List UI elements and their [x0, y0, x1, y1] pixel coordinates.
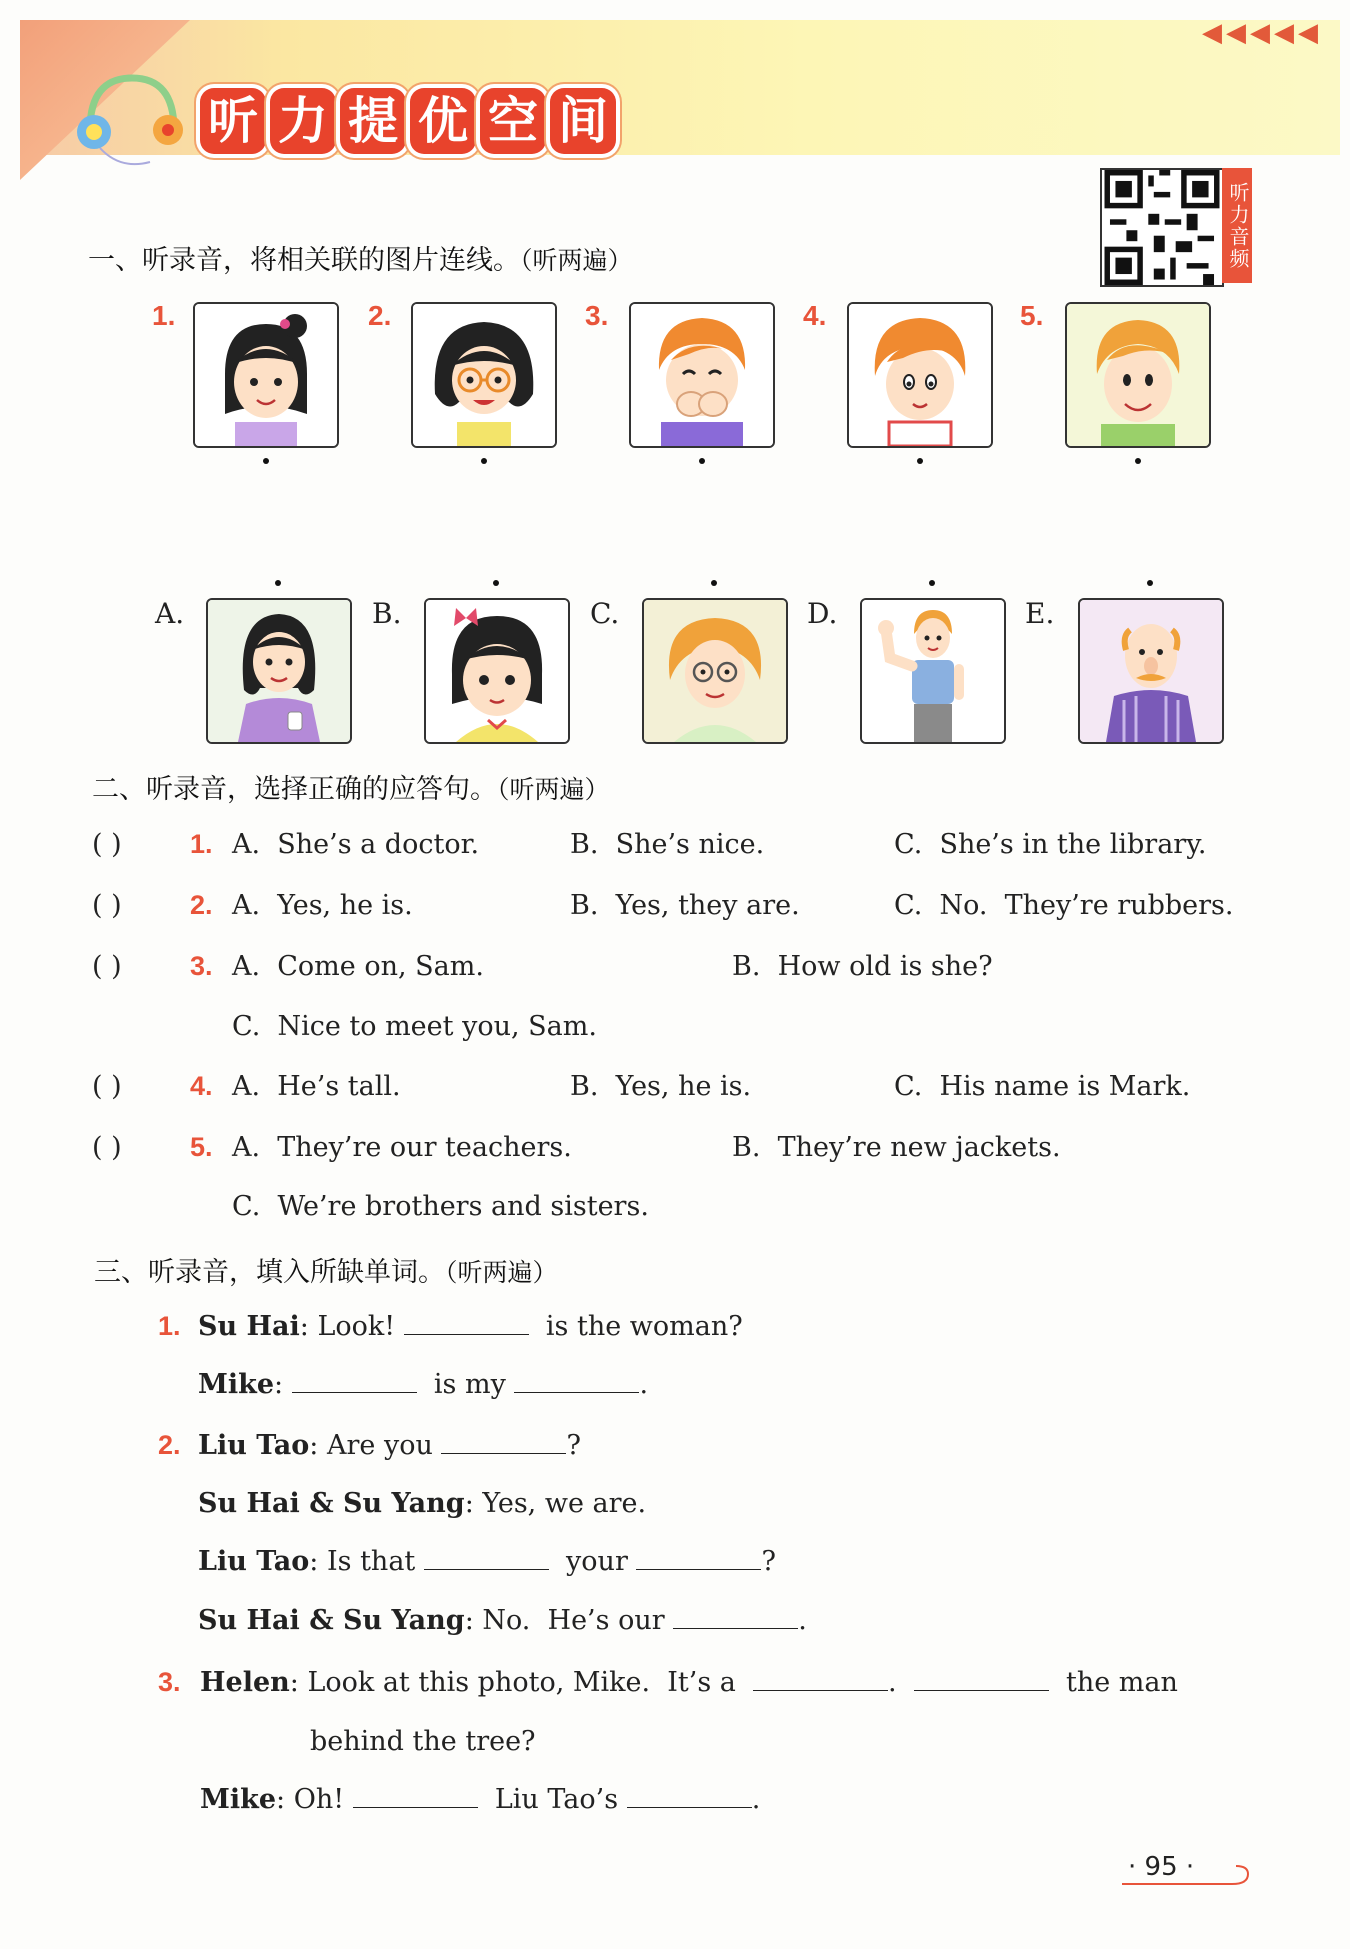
girl-ponytail-icon [193, 302, 339, 448]
dialogue-text: : No. He’s our [464, 1605, 665, 1636]
match-dot[interactable] [275, 580, 281, 586]
option-c: C. No. They’re rubbers. [894, 890, 1234, 921]
dialogue-text: your [566, 1546, 628, 1577]
section3-heading-text: 三、听录音，填入所缺单词。 [94, 1257, 445, 1288]
dialogue-text: : Look at this photo, Mike. It’s a [289, 1667, 736, 1698]
fill-blank[interactable] [753, 1668, 888, 1691]
answer-blank[interactable]: ( ) [92, 829, 122, 860]
match-number: 2. [368, 300, 392, 331]
speaker: Liu Tao [198, 1430, 310, 1461]
option-b: B. Yes, he is. [570, 1071, 752, 1102]
dialogue-text: : Look! [299, 1311, 396, 1342]
match-number: 3. [585, 300, 609, 331]
fill-blank[interactable] [627, 1785, 752, 1808]
match-number: 4. [803, 300, 827, 331]
section1-heading [88, 238, 633, 277]
match-dot[interactable] [493, 580, 499, 586]
speaker: Liu Tao [198, 1546, 310, 1577]
dialogue-line [198, 1430, 581, 1461]
option-c: C. Nice to meet you, Sam. [232, 1011, 597, 1042]
dialogue-text: Liu Tao’s [494, 1784, 619, 1815]
match-letter: D. [807, 597, 838, 630]
question-number: 5. [190, 1132, 213, 1162]
qr-code-icon[interactable] [1100, 168, 1224, 287]
section3-note: （听两遍） [445, 1258, 558, 1287]
title-char: 空 [480, 88, 546, 154]
dialogue-text: is my [433, 1369, 506, 1400]
match-dot[interactable] [1147, 580, 1153, 586]
match-letter: C. [590, 597, 620, 630]
dialogue-text: : Yes, we are. [464, 1488, 647, 1519]
dialogue-text: ? [566, 1430, 581, 1461]
dialogue-text: . [888, 1667, 897, 1698]
match-letter: B. [372, 597, 402, 630]
girl-glasses-icon [411, 302, 557, 448]
option-b: B. They’re new jackets. [732, 1132, 1061, 1163]
dialogue-text: : [274, 1369, 284, 1400]
fill-blank[interactable] [353, 1785, 478, 1808]
dialogue-line [200, 1667, 1178, 1698]
speaker: Mike [198, 1369, 275, 1400]
option-a: A. She’s a doctor. [232, 829, 480, 860]
match-letter: A. [155, 597, 185, 630]
match-letter: E. [1025, 597, 1055, 630]
old-man-bald-icon [1078, 598, 1224, 744]
section2-heading-text: 二、听录音，选择正确的应答句。 [92, 774, 497, 805]
girl-bow-icon [424, 598, 570, 744]
dialogue-number: 1. [158, 1311, 181, 1341]
fill-blank[interactable] [441, 1431, 566, 1454]
dialogue-line [198, 1369, 648, 1400]
page-number: · 95 · [1128, 1852, 1195, 1882]
dialogue-line [198, 1546, 776, 1577]
match-dot[interactable] [929, 580, 935, 586]
title-char: 力 [270, 88, 336, 154]
dialogue-text: the man [1065, 1667, 1178, 1698]
arrow-decoration-icon: ◀◀◀◀◀ [1202, 18, 1322, 48]
title-char: 优 [410, 88, 476, 154]
title-char: 间 [550, 88, 616, 154]
dialogue-text: . [798, 1605, 807, 1636]
section3-heading [94, 1250, 558, 1289]
match-dot[interactable] [481, 458, 487, 464]
section2-heading [92, 767, 610, 806]
fill-blank[interactable] [673, 1606, 798, 1629]
question-number: 4. [190, 1071, 213, 1101]
boy-smiling-icon [1065, 302, 1211, 448]
match-dot[interactable] [263, 458, 269, 464]
option-c: C. His name is Mark. [894, 1071, 1191, 1102]
fill-blank[interactable] [404, 1312, 529, 1335]
question-number: 3. [190, 951, 213, 981]
option-b: B. How old is she? [732, 951, 993, 982]
dialogue-text: ? [761, 1546, 776, 1577]
option-a: A. They’re our teachers. [232, 1132, 572, 1163]
match-number: 1. [152, 300, 176, 331]
match-dot[interactable] [711, 580, 717, 586]
headphone-icon [70, 70, 190, 180]
speaker: Su Hai [198, 1311, 300, 1342]
dialogue-line [200, 1784, 760, 1815]
answer-blank[interactable]: ( ) [92, 951, 122, 982]
man-flexing-icon [860, 598, 1006, 744]
speaker: Helen [200, 1667, 290, 1698]
dialogue-line [198, 1605, 807, 1636]
title-char: 听 [200, 88, 266, 154]
option-c: C. We’re brothers and sisters. [232, 1191, 649, 1222]
section1-heading-text: 一、听录音，将相关联的图片连线。 [88, 245, 520, 276]
speaker: Mike [200, 1784, 277, 1815]
option-a: A. Come on, Sam. [232, 951, 484, 982]
dialogue-text: . [639, 1369, 649, 1400]
page-swoosh-icon [1120, 1858, 1255, 1888]
woman-dark-hair-icon [206, 598, 352, 744]
option-a: A. He’s tall. [232, 1071, 401, 1102]
match-dot[interactable] [1135, 458, 1141, 464]
fill-blank[interactable] [914, 1668, 1049, 1691]
dialogue-line [198, 1488, 646, 1519]
option-b: B. Yes, they are. [570, 890, 800, 921]
section2-note: （听两遍） [497, 775, 610, 804]
match-dot[interactable] [699, 458, 705, 464]
answer-blank[interactable]: ( ) [92, 1071, 122, 1102]
fill-blank[interactable] [636, 1547, 761, 1570]
boy-laughing-icon [629, 302, 775, 448]
fill-blank[interactable] [514, 1370, 639, 1393]
dialogue-text: : Oh! [276, 1784, 345, 1815]
dialogue-text: . [751, 1784, 761, 1815]
speaker: Su Hai & Su Yang [198, 1488, 465, 1519]
section-title [200, 88, 616, 154]
dialogue-text: : Is that [309, 1546, 416, 1577]
option-b: B. She’s nice. [570, 829, 765, 860]
dialogue-text: : Are you [309, 1430, 433, 1461]
qr-label: 听力音频 [1222, 168, 1252, 283]
dialogue-number: 2. [158, 1430, 181, 1460]
old-woman-glasses-icon [642, 598, 788, 744]
option-c: C. She’s in the library. [894, 829, 1207, 860]
answer-blank[interactable]: ( ) [92, 1132, 122, 1163]
speaker: Su Hai & Su Yang [198, 1605, 465, 1636]
question-number: 1. [190, 829, 213, 859]
title-char: 提 [340, 88, 406, 154]
match-number: 5. [1020, 300, 1044, 331]
question-number: 2. [190, 890, 213, 920]
fill-blank[interactable] [292, 1370, 417, 1393]
fill-blank[interactable] [424, 1547, 549, 1570]
section1-note: （听两遍） [520, 246, 633, 275]
option-a: A. Yes, he is. [232, 890, 413, 921]
dialogue-number: 3. [158, 1667, 181, 1697]
dialogue-text: is the woman? [545, 1311, 743, 1342]
dialogue-line: behind the tree? [310, 1726, 536, 1757]
boy-orange-hair-icon [847, 302, 993, 448]
answer-blank[interactable]: ( ) [92, 890, 122, 921]
dialogue-line [198, 1311, 743, 1342]
match-dot[interactable] [917, 458, 923, 464]
